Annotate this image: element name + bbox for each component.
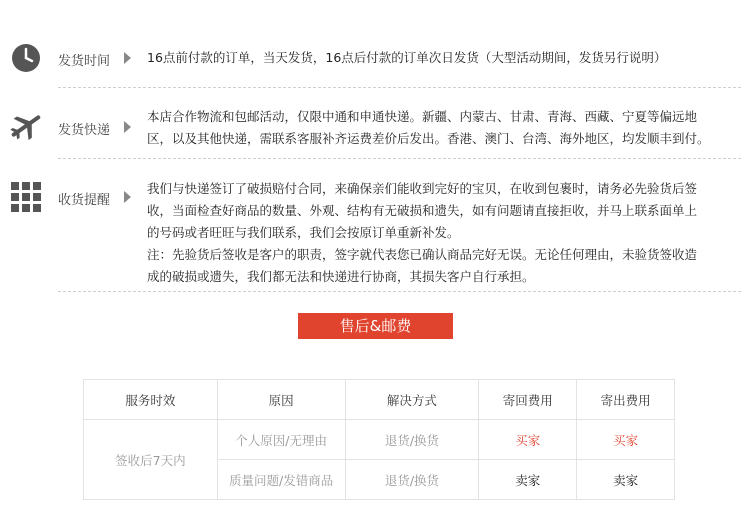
grid-icon: [11, 182, 41, 212]
clock-icon: [11, 43, 41, 73]
receipt-reminder-label: 收货提醒: [58, 193, 111, 208]
reason-cell: 个人原因/无理由: [217, 420, 345, 460]
period-cell: 签收后7天内: [84, 420, 218, 500]
reason-cell: 质量问题/发错商品: [217, 460, 345, 500]
text-line: 本店合作物流和包邮活动，仅限中通和申通快递。新疆、内蒙古、甘肃、青海、西藏、宁夏等偏远地: [147, 109, 698, 124]
header-reason: 原因: [217, 380, 345, 420]
receipt-reminder-text: [147, 178, 727, 288]
table-header-row: [84, 380, 675, 420]
header-return-fee: 寄回费用: [479, 380, 577, 420]
chevron-right-icon: [124, 52, 131, 64]
table-row: [84, 420, 675, 460]
send-fee-cell: 卖家: [577, 460, 675, 500]
text-line: 注：先验货后签收是客户的职责，签字就代表您已确认商品完好无误。无论任何理由，未验货签收造: [147, 247, 698, 262]
solution-cell: 退货/换货: [345, 460, 479, 500]
header-send-fee: 寄出费用: [577, 380, 675, 420]
chevron-right-icon: [124, 121, 131, 133]
divider: [58, 87, 741, 88]
text-line: 的号码或者旺旺与我们联系，我们会按原订单重新补发。: [147, 225, 460, 240]
courier-text: [147, 106, 727, 150]
after-sales-banner: 售后&邮费: [298, 313, 453, 339]
chevron-right-icon: [124, 191, 131, 203]
text-line: 区，以及其他快递，需联系客服补齐运费差价后发出。香港、澳门、台湾、海外地区，均发顺丰到付。: [147, 131, 710, 146]
header-solution: 解决方式: [345, 380, 479, 420]
text-line: 成的破损或遗失，我们都无法和快递进行协商，其损失客户自行承担。: [147, 269, 535, 284]
text-line: 我们与快递签订了破损赔付合同，来确保亲们能收到完好的宝贝，在收到包裹时，请务必先验货后签: [147, 181, 698, 196]
return-fee-cell: 买家: [479, 420, 577, 460]
send-fee-cell: 买家: [577, 420, 675, 460]
text-line: 16点前付款的订单，当天发货，16点后付款的订单次日发货（大型活动期间，发货另行说明）: [147, 50, 667, 65]
header-period: 服务时效: [84, 380, 218, 420]
airplane-icon: [9, 109, 43, 143]
after-sales-table: [83, 379, 675, 500]
divider: [58, 291, 741, 292]
return-fee-cell: 卖家: [479, 460, 577, 500]
shipping-time-label: 发货时间: [58, 54, 111, 69]
text-line: 收，当面检查好商品的数量、外观、结构有无破损和遗失，如有问题请直接拒收，并马上联系面单上: [147, 203, 698, 218]
shipping-time-text: [147, 47, 727, 69]
divider: [58, 158, 741, 159]
solution-cell: 退货/换货: [345, 420, 479, 460]
courier-label: 发货快递: [58, 123, 111, 138]
